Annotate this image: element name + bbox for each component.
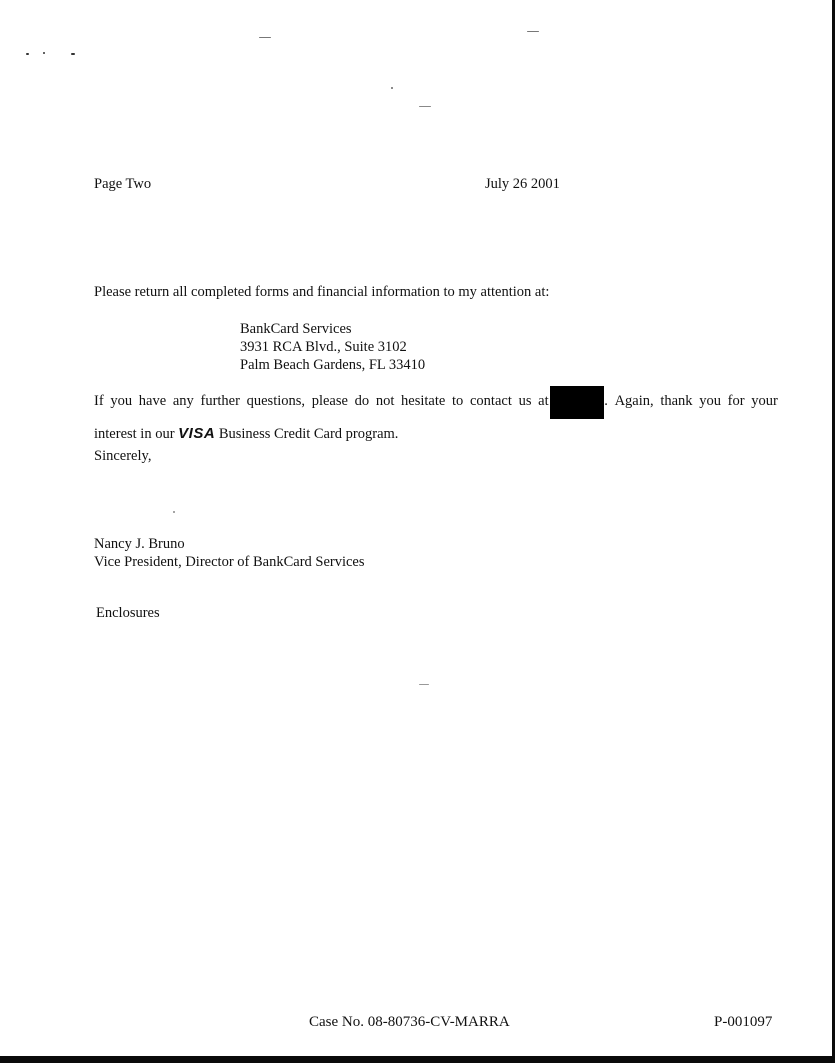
bates-number: P-001097 (714, 1014, 773, 1030)
signer-name: Nancy J. Bruno (94, 536, 185, 552)
line-2-suffix: Business Credit Card program. (215, 426, 399, 442)
scan-speck (419, 684, 429, 685)
intro-sentence: Please return all completed forms and financial information to my attention at: (94, 284, 550, 300)
word: thank (660, 393, 693, 409)
line-2-prefix: interest in our (94, 426, 179, 442)
address-line: BankCard Services (240, 321, 352, 337)
redacted-phone-group (538, 392, 608, 425)
mailing-address (240, 320, 425, 374)
scan-speck (26, 53, 29, 55)
scan-speck (173, 511, 175, 513)
scan-speck (43, 52, 45, 54)
signature-block (94, 535, 365, 571)
visa-logo: VISA (178, 425, 216, 442)
signer-title: Vice President, Director of BankCard Services (94, 554, 365, 570)
word: to (452, 393, 464, 409)
contact-paragraph (94, 392, 778, 443)
case-number: Case No. 08-80736-CV-MARRA (309, 1014, 510, 1030)
address-line: 3931 RCA Blvd., Suite 3102 (240, 339, 407, 355)
word: at (538, 393, 549, 409)
word: contact (470, 393, 512, 409)
word: you (699, 393, 721, 409)
word: us (518, 393, 532, 409)
word: questions, (246, 393, 306, 409)
closing: Sincerely, (94, 448, 152, 464)
address-line: Palm Beach Gardens, FL 33410 (240, 357, 426, 373)
word: you (110, 393, 133, 409)
scan-edge-bottom (0, 1056, 835, 1063)
word: your (751, 393, 778, 409)
scan-speck (391, 87, 393, 89)
word: do (354, 393, 370, 409)
word: for (727, 393, 745, 409)
word: Again, (614, 393, 654, 409)
word: hesitate (401, 393, 446, 409)
scan-speck (419, 106, 431, 107)
enclosures-note: Enclosures (96, 605, 160, 621)
redaction-block (550, 386, 604, 419)
word: further (200, 393, 240, 409)
letter-date: July 26 2001 (485, 176, 560, 192)
word: any (172, 393, 194, 409)
paragraph-line-2 (94, 425, 778, 443)
word: . (604, 393, 608, 409)
scan-speck (71, 53, 75, 55)
word: not (375, 393, 395, 409)
page-label: Page Two (94, 176, 152, 192)
word: If (94, 393, 104, 409)
scan-speck (527, 31, 539, 32)
word: have (138, 393, 167, 409)
word: please (311, 393, 348, 409)
paragraph-line-1 (94, 392, 778, 425)
scan-speck (259, 37, 271, 38)
